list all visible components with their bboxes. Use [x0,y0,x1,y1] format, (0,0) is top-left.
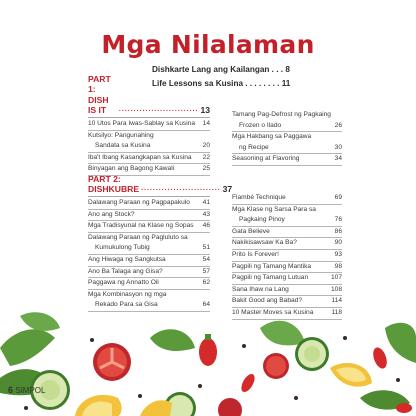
toc-entry[interactable] [88,290,210,301]
toc-entry-title: Bakit Good ang Babad? [232,297,303,305]
toc-entry-page: 54 [202,255,210,263]
part1-page: 13 [200,105,210,116]
toc-entry[interactable] [232,143,342,155]
page-title: Mga Nilalaman [101,30,315,59]
toc-entry[interactable] [88,221,210,233]
part2-page: 37 [222,184,233,195]
toc-entry[interactable] [232,296,342,308]
toc-entry-page: 14 [202,120,210,127]
intro-list [152,63,292,91]
part2-entries [88,198,210,312]
toc-entry-page: 98 [334,262,342,270]
book-label: SIMPOL [15,386,46,395]
toc-entry-page: 22 [202,153,210,161]
parsley-leaf-icon [360,323,416,410]
intro-item-dots: . . . [269,65,286,74]
toc-entry-page: 107 [330,274,342,282]
intro-item[interactable] [152,63,292,77]
toc-entry-title: Paggawa ng Annatto Oil [88,279,159,287]
toc-entry-title: Ano ang Stock? [88,210,135,218]
toc-entry[interactable] [232,250,342,262]
part2-heading[interactable] [88,173,233,195]
toc-entry[interactable] [232,121,342,133]
toc-entry-title: Rekado Para sa Gisa [95,301,158,309]
toc-entry-title: Kumukulong Tubig [95,244,150,252]
tomato-slice-icon [93,343,131,381]
toc-entry[interactable] [232,205,342,216]
toc-entry-page: 108 [330,285,342,293]
toc-entry-title: Nakikisawsaw Ka Ba? [232,239,297,247]
intro-item-label: Life Lessons sa Kusina [152,79,244,88]
toc-entry-page: 57 [202,267,210,275]
toc-entry-title: Mga Hakbang sa Paggawa [232,133,312,141]
toc-entry-page: 30 [334,143,342,151]
toc-entry-page: 26 [334,121,342,129]
toc-entry[interactable] [88,243,210,255]
toc-entry-title: Ano Ba Talaga ang Gisa? [88,267,163,275]
toc-entry-title: Dalawang Paraan ng Pagpapakulo [88,199,190,206]
toc-entry-title: Mga Kombinasyon ng mga [88,290,167,298]
part2-section [88,173,233,312]
toc-entry-title: Pagpili ng Tamang Lutuan [232,274,309,282]
toc-entry[interactable] [88,278,210,290]
part1-label: PART 1: DISH IS IT [88,73,111,116]
toc-entry-page: 46 [202,222,210,230]
toc-entry-page: 25 [202,165,210,173]
tomato-slice-icon [218,353,289,416]
toc-entry-page: 62 [202,279,210,287]
toc-entry[interactable] [232,110,342,121]
toc-entry-title: Binyagan ang Bagong Kawali [88,165,175,173]
toc-entry-page: 64 [202,301,210,309]
toc-entry[interactable] [88,255,210,267]
toc-entry-title: Prito Is Forever! [232,250,279,258]
toc-entry-page: 34 [334,155,342,163]
toc-entry-title: Sana Ihaw na Lang [232,285,289,293]
toc-entry[interactable] [232,154,342,166]
toc-entry-page: 51 [202,244,210,252]
divider [88,117,210,118]
chili-pepper-icon [199,334,257,394]
part2-label: PART 2: DISHKUBRE [88,173,140,195]
intro-item[interactable] [152,77,292,91]
part2-right-section [232,193,342,320]
toc-entry-page: 41 [202,199,210,206]
parsley-leaf-icon [150,321,305,351]
part1-entries [88,119,210,176]
intro-item-page: 11 [281,79,291,88]
toc-entry-page: 93 [334,250,342,258]
toc-entry[interactable] [88,141,210,153]
toc-entry[interactable] [88,198,210,210]
toc-entry-title: Sandata sa Kusina [95,142,151,150]
toc-entry-page: 69 [334,194,342,201]
toc-entry[interactable] [232,215,342,227]
toc-entry[interactable] [88,119,210,131]
toc-entry-title: 10 Utos Para Iwas-Sablay sa Kusina [88,120,196,127]
intro-item-page: 8 [285,65,290,74]
toc-entry-title: Seasoning at Flavoring [232,155,300,163]
toc-entry-page: 20 [202,142,210,150]
vegetable-decoration [0,308,416,416]
toc-entry-page: 86 [334,227,342,235]
toc-entry-page: 118 [331,308,342,316]
part2-right-entries [232,193,342,320]
toc-entry[interactable] [88,131,210,142]
toc-entry[interactable] [88,233,210,244]
toc-entry-title: Pagpili ng Tamang Mantika [232,262,312,270]
page-footer [8,385,45,395]
toc-entry-title: Iba't Ibang Kasangkapan sa Kusina [88,153,192,161]
intro-item-dots: . . . . . . . . [243,79,282,88]
leader-dots: ........................... [141,185,221,193]
toc-entry-title: Kutsilyo: Pangunahing [88,131,154,139]
toc-entry-title: Gata Believe [232,227,270,235]
toc-entry[interactable] [232,285,342,297]
toc-entry-title: Pagkaing Pinoy [239,216,285,224]
toc-entry[interactable] [232,227,342,239]
toc-entry[interactable] [232,193,342,205]
toc-entry-title: Frozen o Ilado [239,121,282,129]
intro-item-label: Dishkarte Lang ang Kailangan [152,65,270,74]
toc-entry-page: 90 [334,239,342,247]
toc-entry-page: 43 [202,210,210,218]
toc-entry-title: ng Recipe [239,143,269,151]
toc-entry-title: Ang Hiwaga ng Sangkutsa [88,255,166,263]
toc-entry-title: Dalawang Paraan ng Pagluluto sa [88,233,188,241]
toc-entry-title: Mga Tradisyunal na Klase ng Sopas [88,222,194,230]
page-number: 6 [8,385,14,395]
toc-entry[interactable] [232,132,342,143]
toc-entry-page: 114 [331,297,342,305]
toc-entry-title: Flambé Technique [232,194,286,201]
toc-entry[interactable] [88,153,210,165]
toc-entry[interactable] [88,267,210,279]
toc-entry[interactable] [232,273,342,285]
toc-entry-title: Tamang Pag-Defrost ng Pagkaing [232,111,331,118]
toc-entry-title: 10 Master Moves sa Kusina [232,308,314,316]
toc-entry-title: Mga Klase ng Sarsa Para sa [232,205,316,213]
toc-entry-page: 76 [334,216,342,224]
part1-right-section [232,110,342,166]
part1-right-entries [232,110,342,166]
toc-entry[interactable] [88,210,210,222]
divider [88,196,210,197]
leader-dots: ........................... [118,106,199,114]
toc-entry[interactable] [232,238,342,250]
lemon-slice-icon [75,395,122,416]
toc-entry[interactable] [232,262,342,274]
